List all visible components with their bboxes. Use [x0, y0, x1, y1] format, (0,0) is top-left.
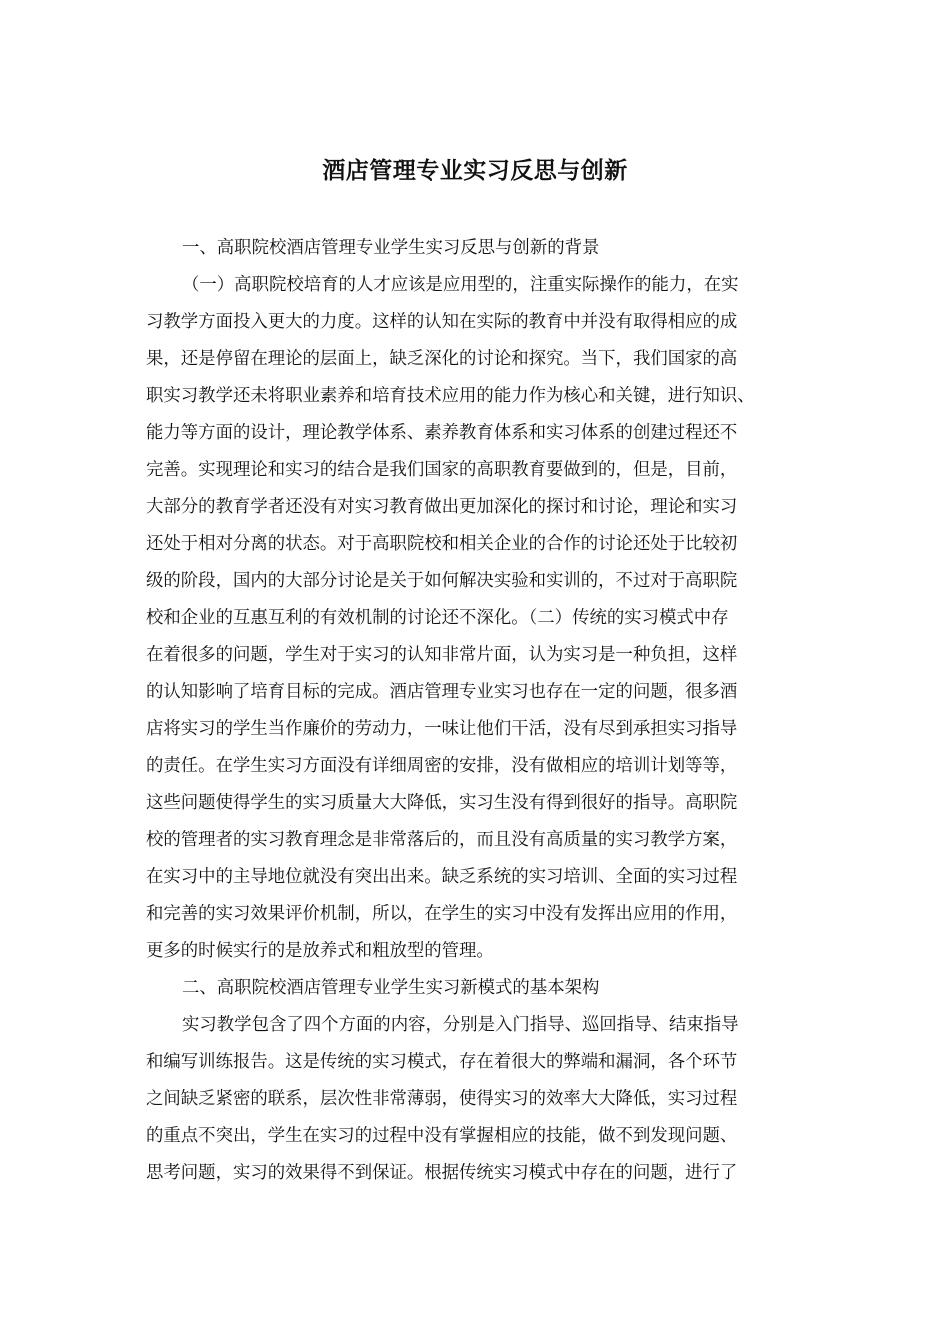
- body-line: 思考问题，实习的效果得不到保证。根据传统实习模式中存在的问题，进行了: [146, 1163, 738, 1183]
- body-line: 完善。实现理论和实习的结合是我们国家的高职教育要做到的，但是，目前，: [146, 460, 738, 480]
- body-line: 店将实习的学生当作廉价的劳动力，一味让他们干活，没有尽到承担实习指导: [146, 719, 738, 739]
- body-line: 更多的时候实行的是放养式和粗放型的管理。: [146, 941, 494, 961]
- body-line: 在着很多的问题，学生对于实习的认知非常片面，认为实习是一种负担，这样: [146, 645, 738, 665]
- body-line: 之间缺乏紧密的联系，层次性非常薄弱，使得实习的效率大大降低，实习过程: [146, 1089, 738, 1109]
- body-line: 和编写训练报告。这是传统的实习模式，存在着很大的弊端和漏洞，各个环节: [146, 1052, 738, 1072]
- body-line: 职实习教学还未将职业素养和培育技术应用的能力作为核心和关键，进行知识、: [146, 386, 755, 406]
- section-heading-1: 一、高职院校酒店管理专业学生实习反思与创新的背景: [182, 238, 600, 258]
- section-heading-2: 二、高职院校酒店管理专业学生实习新模式的基本架构: [182, 978, 600, 998]
- body-line: 实习教学包含了四个方面的内容，分别是入门指导、巡回指导、结束指导: [182, 1015, 739, 1035]
- body-line: 级的阶段，国内的大部分讨论是关于如何解决实验和实训的，不过对于高职院: [146, 571, 738, 591]
- body-line: 的重点不突出，学生在实习的过程中没有掌握相应的技能，做不到发现问题、: [146, 1126, 738, 1146]
- body-line: 习教学方面投入更大的力度。这样的认知在实际的教育中并没有取得相应的成: [146, 312, 738, 332]
- body-line: 这些问题使得学生的实习质量大大降低，实习生没有得到很好的指导。高职院: [146, 793, 738, 813]
- body-line: 校和企业的互惠互利的有效机制的讨论还不深化。（二）传统的实习模式中存: [146, 608, 729, 628]
- body-line: 的责任。在学生实习方面没有详细周密的安排，没有做相应的培训计划等等，: [146, 756, 738, 776]
- body-line: 的认知影响了培育目标的完成。酒店管理专业实习也存在一定的问题，很多酒: [146, 682, 738, 702]
- document-body: [146, 230, 808, 1192]
- body-line: （一）高职院校培育的人才应该是应用型的，注重实际操作的能力，在实: [182, 275, 739, 295]
- body-line: 还处于相对分离的状态。对于高职院校和相关企业的合作的讨论还处于比较初: [146, 534, 738, 554]
- body-line: 在实习中的主导地位就没有突出出来。缺乏系统的实习培训、全面的实习过程: [146, 867, 738, 887]
- body-line: 大部分的教育学者还没有对实习教育做出更加深化的探讨和讨论，理论和实习: [146, 497, 738, 517]
- body-line: 果，还是停留在理论的层面上，缺乏深化的讨论和探究。当下，我们国家的高: [146, 349, 738, 369]
- body-line: 能力等方面的设计，理论教学体系、素养教育体系和实习体系的创建过程还不: [146, 423, 738, 443]
- body-line: 校的管理者的实习教育理念是非常落后的，而且没有高质量的实习教学方案，: [146, 830, 738, 850]
- body-line: 和完善的实习效果评价机制，所以，在学生的实习中没有发挥出应用的作用，: [146, 904, 738, 924]
- document-title: 酒店管理专业实习反思与创新: [322, 157, 628, 184]
